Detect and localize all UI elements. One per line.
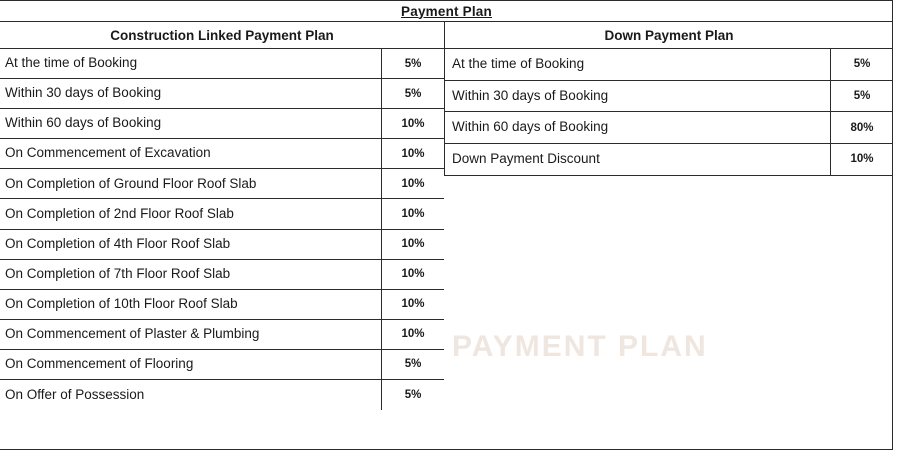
- milestone-percent: 5%: [381, 380, 444, 410]
- table-row: [445, 144, 893, 176]
- milestone-percent: 5%: [381, 49, 444, 78]
- milestone-label: Down Payment Discount: [452, 150, 600, 166]
- milestone-label: On Completion of Ground Floor Roof Slab: [5, 175, 257, 191]
- table-row: [0, 230, 444, 260]
- milestone-label: On Commencement of Flooring: [5, 356, 194, 372]
- milestone-percent: 5%: [830, 49, 893, 80]
- table-row: [0, 169, 444, 199]
- column-header-down-payment: Down Payment Plan: [445, 22, 893, 49]
- table-row: [0, 109, 444, 139]
- milestone-label: On Completion of 10th Floor Roof Slab: [5, 295, 238, 311]
- table-row: [0, 260, 444, 290]
- milestone-label: Within 30 days of Booking: [5, 85, 162, 101]
- milestone-percent: 10%: [381, 260, 444, 289]
- milestone-label: On Commencement of Excavation: [5, 145, 211, 161]
- milestone-label: Within 60 days of Booking: [5, 115, 162, 131]
- milestone-label: At the time of Booking: [5, 55, 138, 71]
- table-row: [0, 79, 444, 109]
- milestone-label: At the time of Booking: [452, 55, 585, 71]
- table-row: [0, 139, 444, 169]
- milestone-percent: 10%: [381, 199, 444, 228]
- table-row: [0, 320, 444, 350]
- milestone-percent: 10%: [381, 109, 444, 138]
- milestone-percent: 5%: [830, 81, 893, 112]
- table-row: [0, 199, 444, 229]
- milestone-label: On Offer of Possession: [5, 386, 145, 402]
- milestone-label: On Commencement of Plaster & Plumbing: [5, 325, 260, 341]
- milestone-percent: 5%: [381, 79, 444, 108]
- table-row: [0, 380, 444, 410]
- column-header-construction-linked: Construction Linked Payment Plan: [0, 22, 444, 49]
- milestone-label: On Completion of 2nd Floor Roof Slab: [5, 205, 234, 221]
- table-row: [445, 112, 893, 144]
- milestone-label: On Completion of 7th Floor Roof Slab: [5, 265, 231, 281]
- milestone-label: Within 60 days of Booking: [452, 119, 609, 135]
- milestone-label: On Completion of 4th Floor Roof Slab: [5, 235, 231, 251]
- table-row: [445, 81, 893, 113]
- milestone-percent: 10%: [381, 320, 444, 349]
- milestone-percent: 10%: [381, 290, 444, 319]
- table-row: [0, 49, 444, 79]
- table-title-row: [0, 1, 893, 22]
- table-row: [0, 350, 444, 380]
- table-row: [445, 49, 893, 81]
- milestone-percent: 10%: [830, 144, 893, 175]
- milestone-percent: 10%: [381, 169, 444, 198]
- milestone-percent: 5%: [381, 350, 444, 379]
- milestone-percent: 10%: [381, 230, 444, 259]
- milestone-label: Within 30 days of Booking: [452, 87, 609, 103]
- construction-linked-payment-plan-column: [0, 22, 444, 410]
- watermark-text: PAYMENT PLAN: [452, 330, 708, 363]
- page-title: Payment Plan: [401, 3, 492, 19]
- table-columns: [0, 22, 893, 450]
- milestone-percent: 80%: [830, 112, 893, 143]
- milestone-percent: 10%: [381, 139, 444, 168]
- down-payment-plan-column: [444, 22, 893, 176]
- table-row: [0, 290, 444, 320]
